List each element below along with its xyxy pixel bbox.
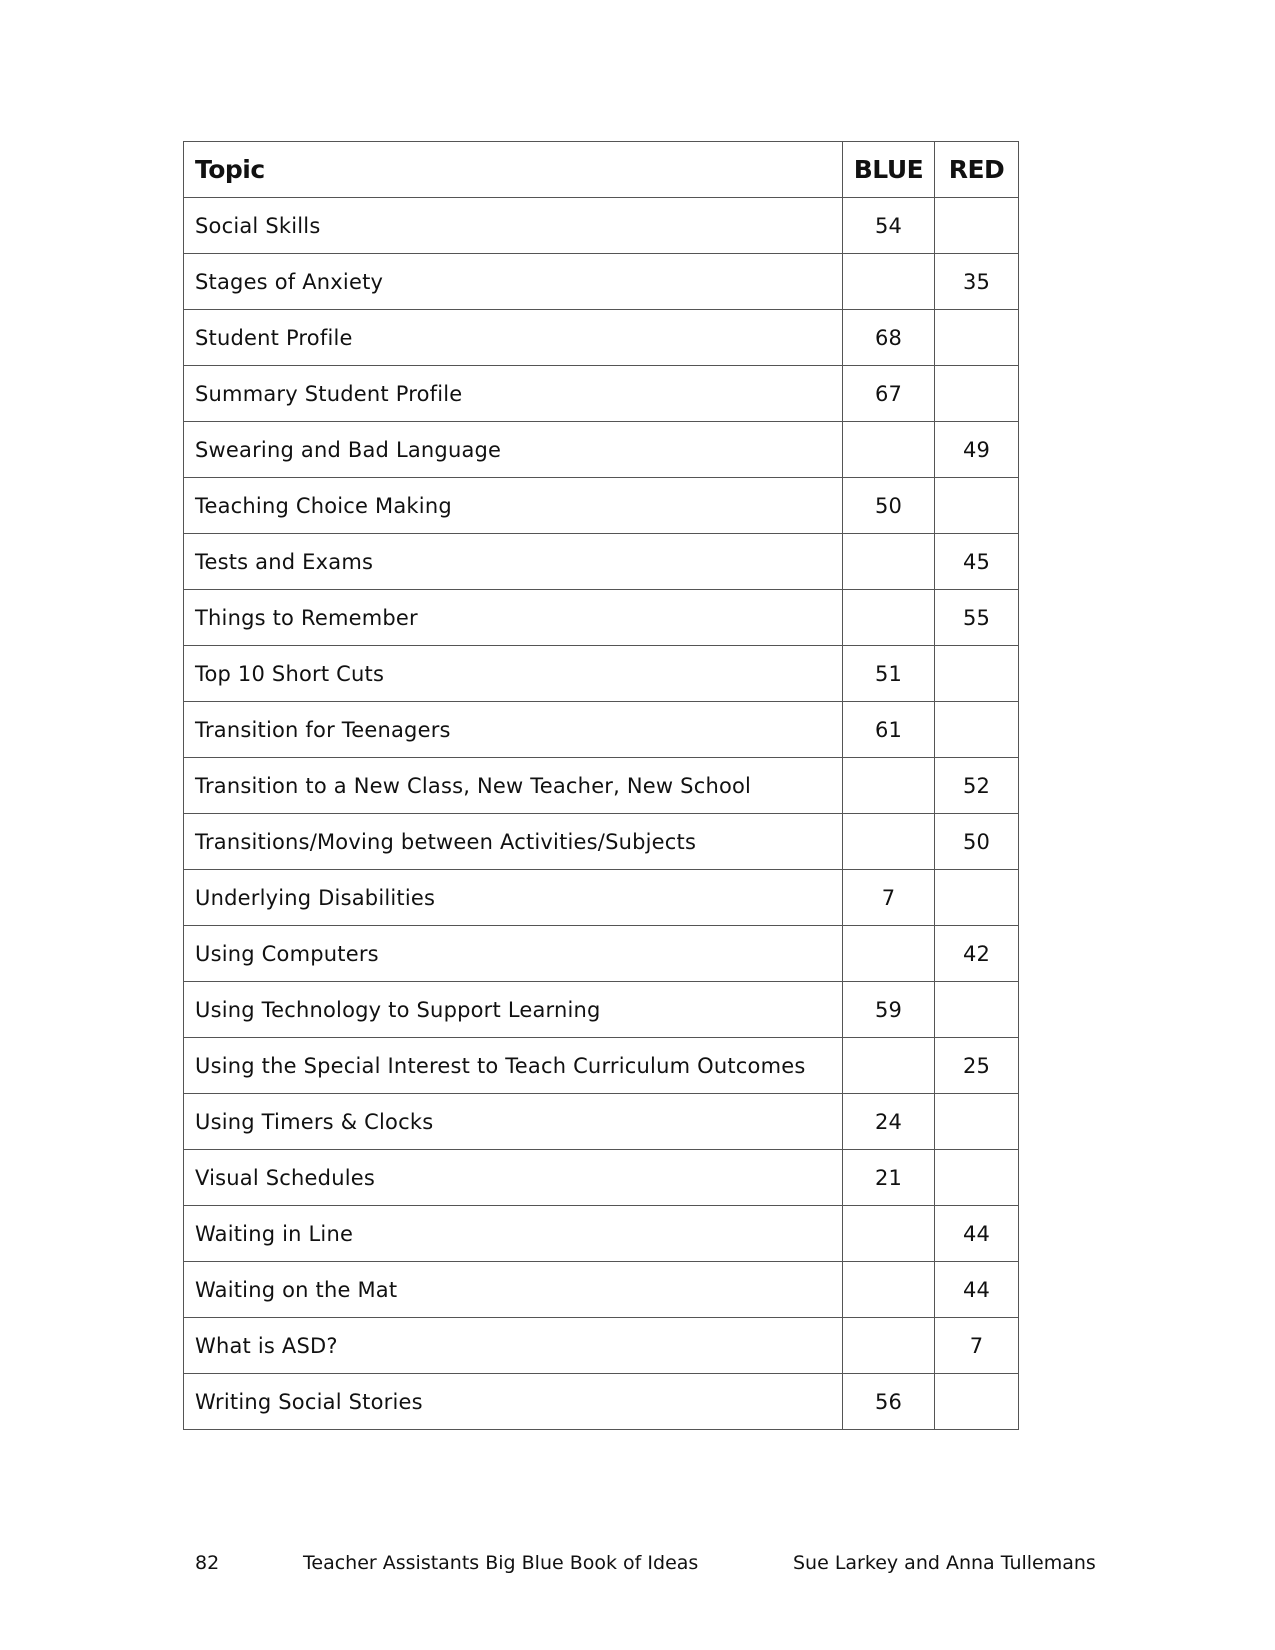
topic-cell: Teaching Choice Making bbox=[184, 478, 843, 534]
blue-page-cell: 68 bbox=[843, 310, 935, 366]
table-row bbox=[184, 1150, 1019, 1206]
table-row bbox=[184, 534, 1019, 590]
table-row bbox=[184, 366, 1019, 422]
red-page-cell bbox=[935, 702, 1019, 758]
blue-page-cell: 56 bbox=[843, 1374, 935, 1430]
topic-cell: Using the Special Interest to Teach Curriculum Outcomes bbox=[184, 1038, 843, 1094]
topic-cell: Using Computers bbox=[184, 926, 843, 982]
red-page-cell: 49 bbox=[935, 422, 1019, 478]
red-page-cell: 44 bbox=[935, 1262, 1019, 1318]
blue-page-cell bbox=[843, 422, 935, 478]
topic-cell: Student Profile bbox=[184, 310, 843, 366]
table-row bbox=[184, 254, 1019, 310]
red-page-cell bbox=[935, 1150, 1019, 1206]
table-row bbox=[184, 478, 1019, 534]
footer-page-number: 82 bbox=[195, 1552, 220, 1574]
table-row bbox=[184, 870, 1019, 926]
topic-cell: Things to Remember bbox=[184, 590, 843, 646]
topic-index-table bbox=[183, 141, 1019, 1430]
topic-cell: What is ASD? bbox=[184, 1318, 843, 1374]
table-row bbox=[184, 758, 1019, 814]
table-row bbox=[184, 422, 1019, 478]
table-row bbox=[184, 702, 1019, 758]
blue-page-cell bbox=[843, 590, 935, 646]
table-row bbox=[184, 590, 1019, 646]
blue-page-cell bbox=[843, 1206, 935, 1262]
red-page-cell bbox=[935, 870, 1019, 926]
red-page-cell: 44 bbox=[935, 1206, 1019, 1262]
red-page-cell: 45 bbox=[935, 534, 1019, 590]
blue-page-cell: 7 bbox=[843, 870, 935, 926]
topic-cell: Visual Schedules bbox=[184, 1150, 843, 1206]
blue-page-cell bbox=[843, 758, 935, 814]
table-row bbox=[184, 1206, 1019, 1262]
topic-cell: Transitions/Moving between Activities/Subjects bbox=[184, 814, 843, 870]
red-page-cell bbox=[935, 1094, 1019, 1150]
table-row bbox=[184, 926, 1019, 982]
blue-page-cell bbox=[843, 926, 935, 982]
table-row bbox=[184, 1374, 1019, 1430]
footer-book-title: Teacher Assistants Big Blue Book of Ideas bbox=[303, 1552, 699, 1574]
red-page-cell: 7 bbox=[935, 1318, 1019, 1374]
topic-cell: Social Skills bbox=[184, 198, 843, 254]
blue-page-cell: 50 bbox=[843, 478, 935, 534]
table-row bbox=[184, 1094, 1019, 1150]
red-page-cell: 52 bbox=[935, 758, 1019, 814]
red-page-cell bbox=[935, 646, 1019, 702]
blue-page-cell bbox=[843, 1262, 935, 1318]
topic-cell: Underlying Disabilities bbox=[184, 870, 843, 926]
topic-cell: Using Timers & Clocks bbox=[184, 1094, 843, 1150]
red-page-cell bbox=[935, 198, 1019, 254]
topic-cell: Using Technology to Support Learning bbox=[184, 982, 843, 1038]
red-page-cell: 55 bbox=[935, 590, 1019, 646]
blue-page-cell bbox=[843, 1318, 935, 1374]
red-page-cell: 25 bbox=[935, 1038, 1019, 1094]
red-page-cell: 35 bbox=[935, 254, 1019, 310]
table-row bbox=[184, 1262, 1019, 1318]
header-topic: Topic bbox=[184, 142, 843, 198]
blue-page-cell bbox=[843, 814, 935, 870]
topic-cell: Tests and Exams bbox=[184, 534, 843, 590]
topic-cell: Stages of Anxiety bbox=[184, 254, 843, 310]
table-row bbox=[184, 1038, 1019, 1094]
topic-cell: Waiting on the Mat bbox=[184, 1262, 843, 1318]
topic-cell: Summary Student Profile bbox=[184, 366, 843, 422]
blue-page-cell: 59 bbox=[843, 982, 935, 1038]
table-row bbox=[184, 982, 1019, 1038]
table-row bbox=[184, 310, 1019, 366]
red-page-cell bbox=[935, 310, 1019, 366]
topic-cell: Swearing and Bad Language bbox=[184, 422, 843, 478]
red-page-cell: 50 bbox=[935, 814, 1019, 870]
red-page-cell bbox=[935, 1374, 1019, 1430]
blue-page-cell bbox=[843, 254, 935, 310]
header-blue: BLUE bbox=[843, 142, 935, 198]
blue-page-cell bbox=[843, 1038, 935, 1094]
topic-cell: Waiting in Line bbox=[184, 1206, 843, 1262]
blue-page-cell: 61 bbox=[843, 702, 935, 758]
blue-page-cell: 51 bbox=[843, 646, 935, 702]
blue-page-cell: 67 bbox=[843, 366, 935, 422]
red-page-cell bbox=[935, 366, 1019, 422]
topic-cell: Top 10 Short Cuts bbox=[184, 646, 843, 702]
table-row bbox=[184, 646, 1019, 702]
red-page-cell bbox=[935, 478, 1019, 534]
table-row bbox=[184, 814, 1019, 870]
topic-cell: Writing Social Stories bbox=[184, 1374, 843, 1430]
red-page-cell: 42 bbox=[935, 926, 1019, 982]
topic-cell: Transition for Teenagers bbox=[184, 702, 843, 758]
red-page-cell bbox=[935, 982, 1019, 1038]
blue-page-cell: 54 bbox=[843, 198, 935, 254]
blue-page-cell: 21 bbox=[843, 1150, 935, 1206]
table-header-row bbox=[184, 142, 1019, 198]
table-row bbox=[184, 1318, 1019, 1374]
topic-cell: Transition to a New Class, New Teacher, New School bbox=[184, 758, 843, 814]
header-red: RED bbox=[935, 142, 1019, 198]
footer-authors: Sue Larkey and Anna Tullemans bbox=[793, 1552, 1096, 1574]
table-row bbox=[184, 198, 1019, 254]
blue-page-cell bbox=[843, 534, 935, 590]
blue-page-cell: 24 bbox=[843, 1094, 935, 1150]
